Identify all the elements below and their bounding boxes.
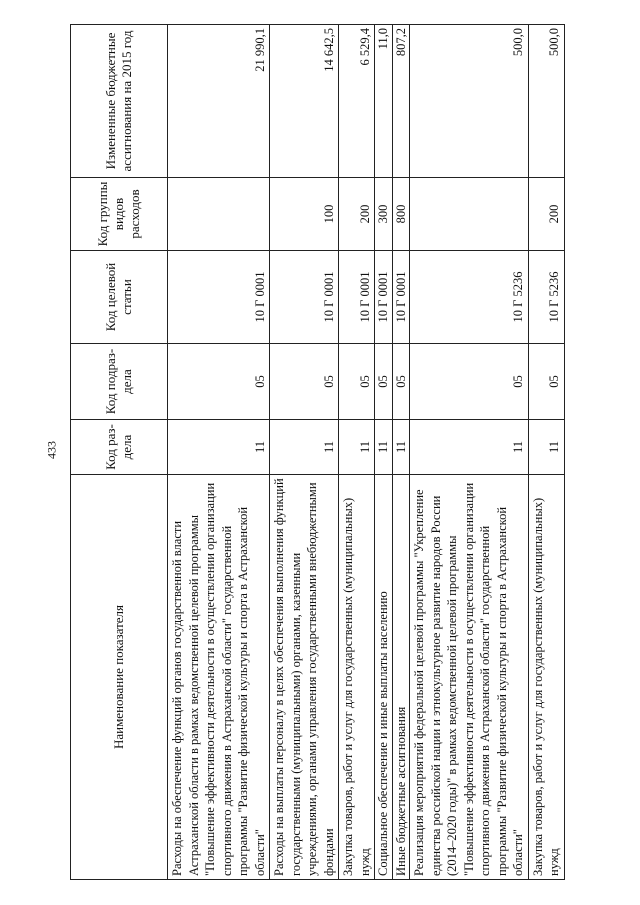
row-razdel: 11: [270, 420, 339, 475]
row-name: Социальное обеспечение и иные выплаты населению: [375, 475, 393, 880]
row-razdel: 11: [528, 420, 564, 475]
row-podrazdel: 05: [528, 344, 564, 420]
row-vid: 800: [392, 178, 410, 251]
row-name: Иные бюджетные ассигнования: [392, 475, 410, 880]
row-podrazdel: 05: [392, 344, 410, 420]
header-name: Наименование показателя: [71, 475, 168, 880]
row-podrazdel: 05: [375, 344, 393, 420]
table-row: [339, 25, 375, 880]
row-razdel: 11: [168, 420, 270, 475]
row-name: Закупка товаров, работ и услуг для государственных (муниципальных) нужд: [339, 475, 375, 880]
row-tsel: 10 Г 0001: [375, 251, 393, 344]
row-tsel: 10 Г 0001: [168, 251, 270, 344]
row-name: Расходы на обеспечение функций органов государственной власти Астраханской области в рамках ведомственной целевой программы "Повышение эффективности деятельности в осуществлении организации спортивного движения в Астраханской области" государственной программы "Развитие физической культуры и спорта в Астраханской области": [168, 475, 270, 880]
header-podrazdel: Код подраз-дела: [71, 344, 168, 420]
page-number: 433: [44, 441, 59, 459]
row-amount: 807,2: [392, 25, 410, 178]
table-row: [375, 25, 393, 880]
rotated-page-content: [70, 25, 580, 880]
table-header-row: [71, 25, 168, 880]
row-name: Закупка товаров, работ и услуг для государственных (муниципальных) нужд: [528, 475, 564, 880]
row-vid: [410, 178, 529, 251]
row-podrazdel: 05: [168, 344, 270, 420]
row-vid: 200: [528, 178, 564, 251]
header-assignments-2015: Измененные бюджетные ассигнования на 2015 год: [71, 25, 168, 178]
budget-table: [70, 24, 565, 880]
table-row: [392, 25, 410, 880]
row-podrazdel: 05: [410, 344, 529, 420]
row-name: Реализация мероприятий федеральной целевой программы "Укрепление единства российской нации и этнокультурное развитие народов России (2014–2020 годы)" в рамках ведомственной целевой программы "Повышение эффективности деятельности в осуществлении организации спортивного движения в Астраханской области" государственной программы "Развитие физической культуры и спорта в Астраханской области": [410, 475, 529, 880]
row-amount: 500,0: [528, 25, 564, 178]
row-razdel: 11: [339, 420, 375, 475]
header-tselevaya-statya: Код целевой статьи: [71, 251, 168, 344]
row-amount: 500,0: [410, 25, 529, 178]
row-amount: 21 990,1: [168, 25, 270, 178]
row-tsel: 10 Г 0001: [392, 251, 410, 344]
table-row: [528, 25, 564, 880]
row-podrazdel: 05: [270, 344, 339, 420]
row-tsel: 10 Г 0001: [339, 251, 375, 344]
row-tsel: 10 Г 5236: [528, 251, 564, 344]
header-vid-raskhodov: Код группы видов расходов: [71, 178, 168, 251]
row-tsel: 10 Г 5236: [410, 251, 529, 344]
row-vid: 100: [270, 178, 339, 251]
table-row: [410, 25, 529, 880]
row-tsel: 10 Г 0001: [270, 251, 339, 344]
header-razdel: Код раз-дела: [71, 420, 168, 475]
row-vid: 200: [339, 178, 375, 251]
row-vid: 300: [375, 178, 393, 251]
row-vid: [168, 178, 270, 251]
row-amount: 6 529,4: [339, 25, 375, 178]
row-podrazdel: 05: [339, 344, 375, 420]
row-amount: 14 642,5: [270, 25, 339, 178]
row-amount: 11,0: [375, 25, 393, 178]
table-row: [168, 25, 270, 880]
row-name: Расходы на выплаты персоналу в целях обеспечения выполнения функций государственными (муниципальными) органами, казенными учреждениями, органами управления государственными внебюджетными фондами: [270, 475, 339, 880]
row-razdel: 11: [410, 420, 529, 475]
row-razdel: 11: [392, 420, 410, 475]
table-row: [270, 25, 339, 880]
row-razdel: 11: [375, 420, 393, 475]
